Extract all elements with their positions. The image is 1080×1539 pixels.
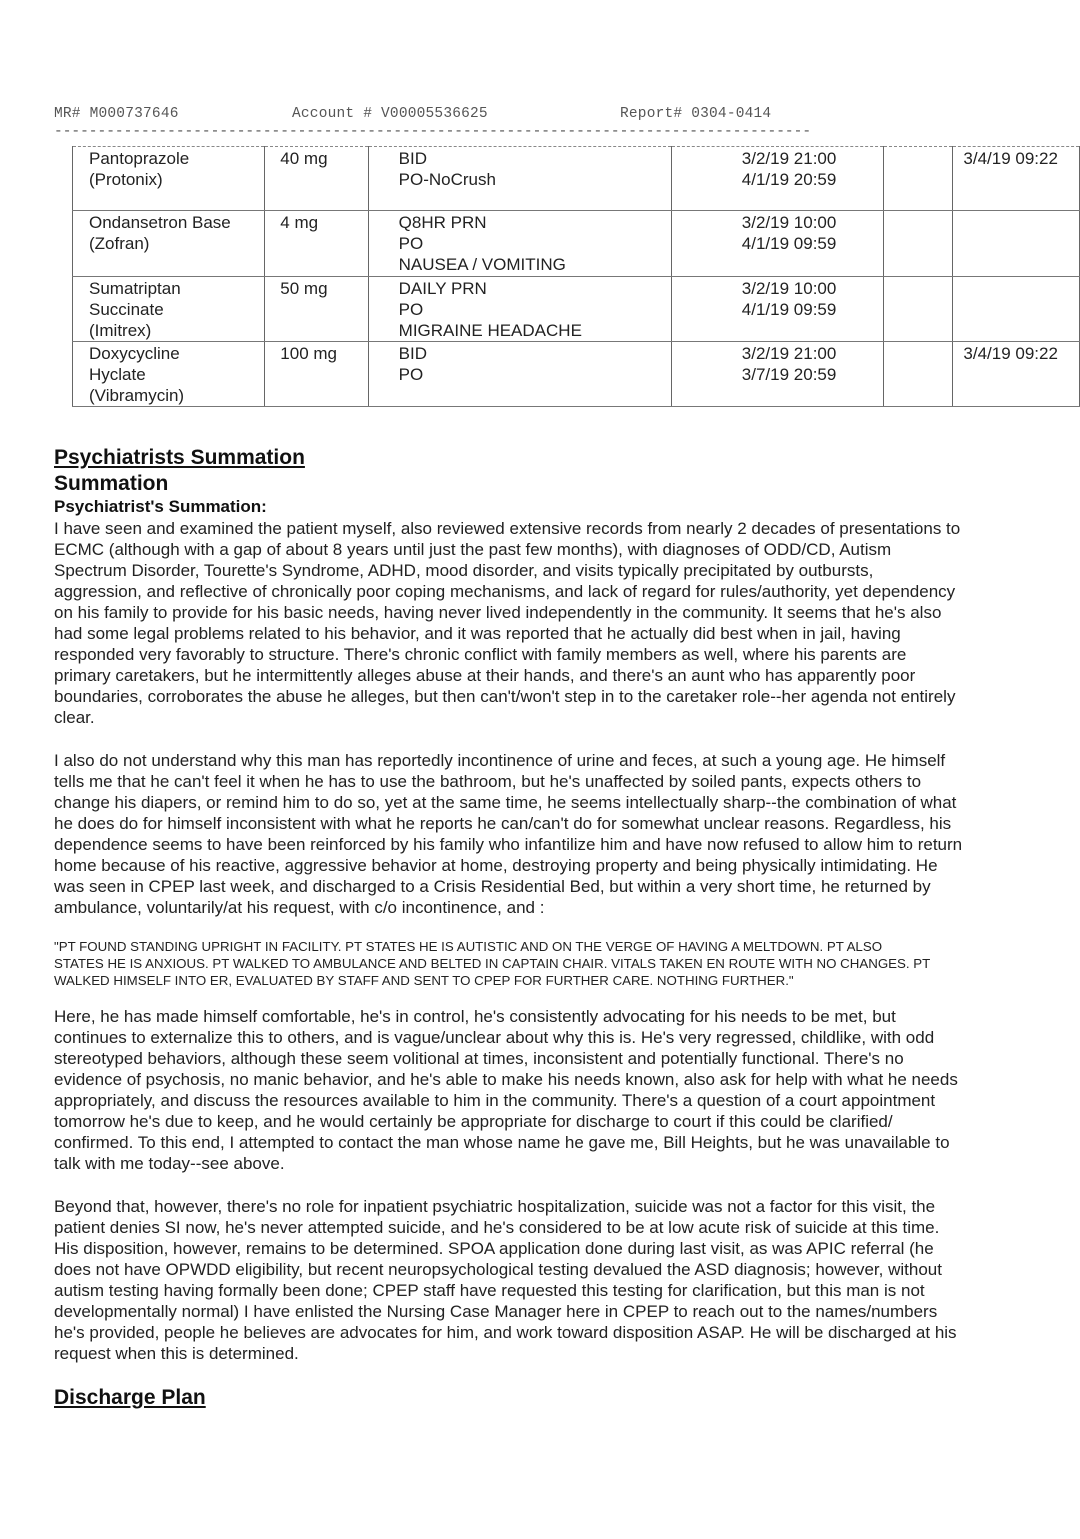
medication-name-line: Sumatriptan <box>89 279 181 298</box>
text-line: evidence of psychosis, no manic behavior, and he's able to make his needs known, also ask for help with what he needs <box>54 1070 958 1089</box>
text-line: dependence seems to have been reinforced by his family who infantilize him and have now refused to allow him to return <box>54 835 963 854</box>
instructions-cell <box>368 211 671 277</box>
medication-name-line: Hyclate <box>89 365 146 384</box>
start-stop-cell <box>671 211 883 277</box>
medication-name-cell <box>73 211 265 277</box>
text-line: change his diapers, or remind him to do so, yet at the same time, he seems intellectually sharp--the combination of what <box>54 793 957 812</box>
medication-row <box>73 342 1080 407</box>
instruction-line: BID <box>398 149 427 168</box>
section-title-psychiatrists-summation: Psychiatrists Summation <box>54 446 305 469</box>
medication-row <box>73 211 1080 277</box>
dose-cell <box>265 277 368 342</box>
dose-value: 100 mg <box>280 344 337 363</box>
account-number: Account # V00005536625 <box>292 106 488 122</box>
last-given-cell <box>953 342 1080 407</box>
last-given-cell <box>953 147 1080 211</box>
text-line: autism testing having formally been done; CPEP staff have requested this testing for clarification, but this man is not <box>54 1281 925 1300</box>
text-line: on his family to provide for his basic needs, having never lived independently in the community. It seems that he's also <box>54 603 942 622</box>
text-line: ECMC (although with a gap of about 8 years until just the past few months), with diagnoses of ODD/CD, Autism <box>54 540 892 559</box>
medication-name-line: (Protonix) <box>89 170 163 189</box>
text-line: WALKED HIMSELF INTO ER, EVALUATED BY STAFF AND SENT TO CPEP FOR FURTHER CARE. NOTHING FURTHER." <box>54 973 794 988</box>
stop-datetime: 4/1/19 09:59 <box>741 234 837 253</box>
section-title-discharge-plan: Discharge Plan <box>54 1386 206 1409</box>
start-datetime: 3/2/19 21:00 <box>741 149 837 168</box>
text-line: home because of his reactive, aggressive behavior at home, destroying property and being physically intimidating. He <box>54 856 938 875</box>
text-line: tomorrow he's due to keep, and he would certainly be appropriate for discharge to court if this could be clarified/ <box>54 1112 893 1131</box>
medication-table <box>72 146 1080 407</box>
last-given-datetime: 3/4/19 09:22 <box>963 149 1058 168</box>
dose-value: 40 mg <box>280 149 328 168</box>
text-line: he does do for himself inconsistent with what he reports he can/can't do for somewhat unclear reasons. Regardless, his <box>54 814 952 833</box>
medication-name-cell <box>73 277 265 342</box>
text-line: Beyond that, however, there's no role for inpatient psychiatric hospitalization, suicide was not a factor for this visit, the <box>54 1197 936 1216</box>
start-stop-cell <box>671 277 883 342</box>
instructions-cell <box>368 277 671 342</box>
last-given-cell <box>953 277 1080 342</box>
text-line: responded very favorably to structure. There's chronic conflict with family members as well, where his parents are <box>54 645 907 664</box>
text-line: developmentally normal) I have enlisted the Nursing Case Manager here in CPEP to reach out to the names/numbers <box>54 1302 938 1321</box>
summation-paragraph-4 <box>54 1196 1024 1364</box>
instruction-line: PO <box>398 300 424 319</box>
instruction-line: PO <box>398 365 424 384</box>
empty-cell <box>883 342 953 407</box>
start-datetime: 3/2/19 21:00 <box>741 344 837 363</box>
dose-cell <box>265 147 368 211</box>
start-datetime: 3/2/19 10:00 <box>741 213 837 232</box>
instruction-line: NAUSEA / VOMITING <box>398 255 566 274</box>
dose-cell <box>265 342 368 407</box>
last-given-cell <box>953 211 1080 277</box>
instructions-cell <box>368 147 671 211</box>
medication-name-cell <box>73 147 265 211</box>
dose-cell <box>265 211 368 277</box>
instruction-line: Q8HR PRN <box>398 213 487 232</box>
text-line: was seen in CPEP last week, and discharged to a Crisis Residential Bed, but within a very short time, he returned by <box>54 877 931 896</box>
text-line: talk with me today--see above. <box>54 1154 285 1173</box>
dose-value: 50 mg <box>280 279 328 298</box>
text-line: appropriately, and discuss the resources available to him in the community. There's a question of a court appointment <box>54 1091 936 1110</box>
summation-subtitle: Summation <box>54 472 169 495</box>
mr-number: MR# M000737646 <box>54 106 179 122</box>
instruction-line: BID <box>398 344 427 363</box>
summation-paragraph-3 <box>54 1006 1024 1174</box>
text-line: I also do not understand why this man has reportedly incontinence of urine and feces, at such a young age. He himself <box>54 751 946 770</box>
medication-name-line: (Imitrex) <box>89 321 152 340</box>
text-line: patient denies SI now, he's never attempted suicide, and he's considered to be at low acute risk of suicide at this time. <box>54 1218 940 1237</box>
empty-cell <box>883 147 953 211</box>
text-line: Here, he has made himself comfortable, he's in control, he's consistently advocating for his needs to be met, but <box>54 1007 896 1026</box>
medication-name-line: Ondansetron Base <box>89 213 231 232</box>
text-line: Spectrum Disorder, Tourette's Syndrome, ADHD, mood disorder, and visits typically precipitated by outbursts, <box>54 561 874 580</box>
text-line: stereotyped behaviors, although these seem volitional at times, inconsistent and potentially functional. There's no <box>54 1049 904 1068</box>
text-line: had some legal problems related to his behavior, and it was reported that he actually did best when in jail, having <box>54 624 901 643</box>
text-line: he's provided, people he believes are advocates for him, and work toward disposition ASAP. He will be discharged at his <box>54 1323 957 1342</box>
report-number: Report# 0304-0414 <box>620 106 772 122</box>
text-line: request when this is determined. <box>54 1344 299 1363</box>
ems-quote <box>54 938 1024 989</box>
empty-cell <box>883 211 953 277</box>
text-line: continues to externalize this to others, and is vague/unclear about why this is. He's very regressed, childlike, with odd <box>54 1028 935 1047</box>
record-header <box>54 106 771 122</box>
stop-datetime: 4/1/19 09:59 <box>741 300 837 319</box>
header-separator: --------------------------------------------------------------------------------------- <box>54 124 812 140</box>
medication-row <box>73 277 1080 342</box>
instruction-line: DAILY PRN <box>398 279 487 298</box>
medication-row <box>73 147 1080 211</box>
text-line: STATES HE IS ANXIOUS. PT WALKED TO AMBULANCE AND BELTED IN CAPTAIN CHAIR. VITALS TAKEN EN ROUTE WITH NO CHANGES. PT <box>54 956 931 971</box>
text-line: aggression, and reflective of chronically poor coping mechanisms, and lack of regard for rules/authority, yet dependency <box>54 582 956 601</box>
text-line: "PT FOUND STANDING UPRIGHT IN FACILITY. PT STATES HE IS AUTISTIC AND ON THE VERGE OF HAVING A MELTDOWN. PT ALSO <box>54 939 883 954</box>
medication-name-line: Doxycycline <box>89 344 180 363</box>
text-line: confirmed. To this end, I attempted to contact the man whose name he gave me, Bill Heights, but he was unavailable to <box>54 1133 950 1152</box>
summation-label: Psychiatrist's Summation: <box>54 497 267 516</box>
medication-name-line: Pantoprazole <box>89 149 190 168</box>
medication-name-line: Succinate <box>89 300 164 319</box>
stop-datetime: 3/7/19 20:59 <box>741 365 837 384</box>
start-datetime: 3/2/19 10:00 <box>741 279 837 298</box>
medication-name-cell <box>73 342 265 407</box>
start-stop-cell <box>671 342 883 407</box>
instruction-line: PO <box>398 234 424 253</box>
text-line: His disposition, however, remains to be determined. SPOA application done during last visit, as was APIC referral (he <box>54 1239 934 1258</box>
text-line: does not have OPWDD eligibility, but recent neuropsychological testing devalued the ASD diagnosis; however, without <box>54 1260 942 1279</box>
start-stop-cell <box>671 147 883 211</box>
instruction-line: PO-NoCrush <box>398 170 496 189</box>
stop-datetime: 4/1/19 20:59 <box>741 170 837 189</box>
last-given-datetime: 3/4/19 09:22 <box>963 344 1058 363</box>
medication-name-line: (Vibramycin) <box>89 386 185 405</box>
dose-value: 4 mg <box>280 213 319 232</box>
empty-cell <box>883 277 953 342</box>
medication-name-line: (Zofran) <box>89 234 150 253</box>
text-line: primary caretakers, but he intermittently alleges abuse at their hands, and there's an aunt who has apparently poor <box>54 666 916 685</box>
instructions-cell <box>368 342 671 407</box>
text-line: boundaries, corroborates the abuse he alleges, but then can't/won't step in to the caretaker role--her agenda not entirely <box>54 687 956 706</box>
text-line: I have seen and examined the patient myself, also reviewed extensive records from nearly 2 decades of presentations to <box>54 519 961 538</box>
instruction-line: MIGRAINE HEADACHE <box>398 321 582 340</box>
text-line: clear. <box>54 708 95 727</box>
summation-paragraph-1 <box>54 518 1024 728</box>
summation-paragraph-2 <box>54 750 1024 918</box>
text-line: ambulance, voluntarily/at his request, with c/o incontinence, and : <box>54 898 545 917</box>
text-line: tells me that he can't feel it when he has to use the bathroom, but he's unaffected by soiled pants, expects others to <box>54 772 922 791</box>
